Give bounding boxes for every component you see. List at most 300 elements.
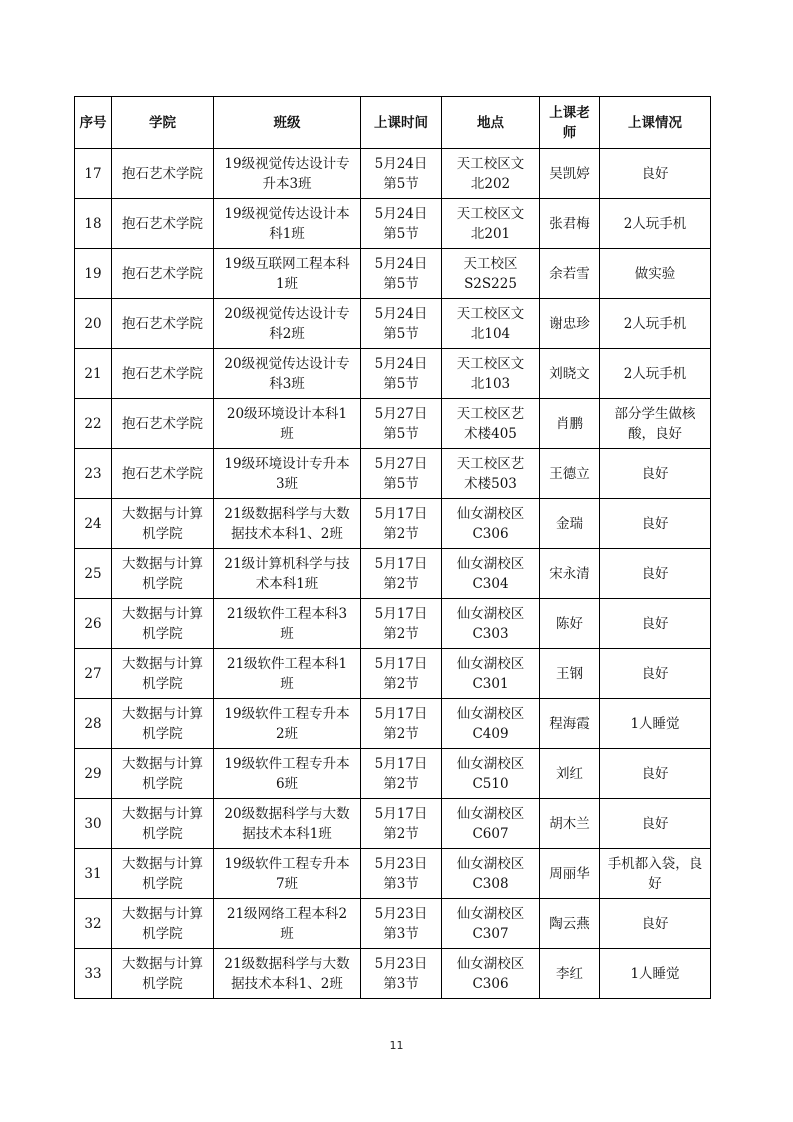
cell-text: 23	[84, 465, 102, 482]
cell-text: 良好	[641, 515, 669, 532]
cell-col-location	[442, 499, 540, 549]
cell-col-college	[112, 399, 214, 449]
cell-text: 第5节	[383, 175, 419, 192]
cell-col-time	[361, 949, 442, 999]
cell-col-index	[75, 699, 112, 749]
cell-text: 1班	[275, 275, 299, 292]
cell-text: 抱石艺术学院	[122, 165, 203, 182]
table-row	[75, 299, 711, 349]
cell-col-location	[442, 799, 540, 849]
cell-text: 5月24日	[374, 155, 428, 172]
table-body	[75, 149, 711, 999]
cell-col-teacher	[540, 699, 600, 749]
cell-text: 大数据与计算	[122, 855, 203, 872]
cell-col-status	[600, 849, 711, 899]
cell-text: 天工校区艺	[456, 405, 525, 422]
cell-col-class	[214, 899, 361, 949]
cell-text: 机学院	[142, 575, 183, 592]
table-row	[75, 349, 711, 399]
cell-text: 19级软件工程专升本	[224, 855, 350, 872]
cell-text: 5月17日	[374, 805, 428, 822]
header-text: 序	[79, 114, 93, 131]
cell-text: 5月17日	[374, 755, 428, 772]
cell-text: 大数据与计算	[122, 505, 203, 522]
cell-col-teacher	[540, 649, 600, 699]
cell-text: 良好	[641, 665, 669, 682]
table-row	[75, 799, 711, 849]
cell-text: 21级网络工程本科2	[226, 905, 348, 922]
cell-col-time	[361, 549, 442, 599]
cell-col-college	[112, 549, 214, 599]
cell-text: 仙女湖校区	[456, 905, 525, 922]
cell-text: 2人玩手机	[623, 215, 687, 232]
cell-text: 李红	[556, 965, 583, 982]
cell-col-time	[361, 699, 442, 749]
cell-text: 天工校区文	[456, 305, 525, 322]
cell-text: 北201	[470, 225, 511, 242]
class-inspection-table	[74, 96, 711, 999]
cell-text: C301	[472, 675, 509, 692]
cell-text: 27	[84, 665, 102, 682]
cell-col-index	[75, 549, 112, 599]
cell-text: 5月27日	[374, 405, 428, 422]
cell-text: 33	[84, 965, 102, 982]
cell-text: 19级软件工程专升本	[224, 755, 350, 772]
cell-col-teacher	[540, 299, 600, 349]
cell-text: 大数据与计算	[122, 555, 203, 572]
cell-text: 大数据与计算	[122, 655, 203, 672]
cell-text: 部分学生做核	[614, 405, 696, 422]
cell-text: 19级视觉传达设计专	[224, 155, 350, 172]
cell-text: 1人睡觉	[630, 965, 680, 982]
cell-text: 5月17日	[374, 705, 428, 722]
cell-col-location	[442, 349, 540, 399]
header-text: 号	[93, 114, 107, 131]
cell-col-time	[361, 249, 442, 299]
cell-col-index	[75, 249, 112, 299]
cell-text: 21级软件工程本科1	[226, 655, 348, 672]
cell-text: 据技术本科1班	[242, 825, 332, 842]
cell-text: 术本科1班	[255, 575, 319, 592]
cell-text: 20级数据科学与大数	[224, 805, 350, 822]
page-number: 11	[389, 1039, 404, 1052]
cell-text: C307	[472, 925, 509, 942]
header-text: 老师	[562, 104, 590, 141]
cell-col-time	[361, 399, 442, 449]
table-row	[75, 899, 711, 949]
header-text: 上课情况	[628, 114, 682, 131]
cell-text: 抱石艺术学院	[122, 465, 203, 482]
cell-text: 5月24日	[374, 355, 428, 372]
table-row	[75, 949, 711, 999]
header-col-teacher	[540, 97, 600, 149]
cell-text: 良好	[641, 615, 669, 632]
cell-text: 抱石艺术学院	[122, 365, 203, 382]
cell-col-college	[112, 899, 214, 949]
cell-text: C510	[472, 775, 509, 792]
cell-text: 32	[84, 915, 102, 932]
cell-text: C304	[472, 575, 509, 592]
cell-text: 6班	[275, 775, 299, 792]
cell-text: 5月17日	[374, 655, 428, 672]
header-col-time	[361, 97, 442, 149]
cell-text: 谢忠珍	[549, 315, 590, 332]
cell-col-index	[75, 149, 112, 199]
cell-text: 机学院	[142, 925, 183, 942]
cell-text: 程海霞	[549, 715, 590, 732]
table-row	[75, 549, 711, 599]
cell-text: 仙女湖校区	[456, 605, 525, 622]
cell-text: 21级软件工程本科3	[226, 605, 348, 622]
cell-col-class	[214, 849, 361, 899]
cell-col-teacher	[540, 549, 600, 599]
cell-text: 3班	[275, 475, 299, 492]
cell-text: 第5节	[383, 425, 419, 442]
cell-text: 仙女湖校区	[456, 805, 525, 822]
cell-text: 余若雪	[549, 265, 590, 282]
cell-text: 2人玩手机	[623, 315, 687, 332]
cell-text: 25	[84, 565, 102, 582]
cell-text: 28	[84, 715, 102, 732]
cell-text: 第5节	[383, 325, 419, 342]
cell-text: 大数据与计算	[122, 605, 203, 622]
cell-text: 大数据与计算	[122, 955, 203, 972]
cell-col-teacher	[540, 849, 600, 899]
table-row	[75, 449, 711, 499]
cell-col-time	[361, 199, 442, 249]
cell-text: 第3节	[383, 925, 419, 942]
cell-text: 机学院	[142, 975, 183, 992]
cell-text: 机学院	[142, 725, 183, 742]
cell-col-class	[214, 399, 361, 449]
cell-text: 据技术本科1、2班	[231, 975, 343, 992]
cell-col-class	[214, 649, 361, 699]
cell-col-college	[112, 949, 214, 999]
cell-text: 24	[84, 515, 102, 532]
cell-col-teacher	[540, 799, 600, 849]
cell-text: 酸，良好	[628, 425, 682, 442]
cell-text: 北104	[470, 325, 511, 342]
cell-col-status	[600, 599, 711, 649]
cell-text: 肖鹏	[556, 415, 583, 432]
cell-col-location	[442, 399, 540, 449]
cell-col-time	[361, 849, 442, 899]
cell-text: 北202	[470, 175, 511, 192]
cell-col-college	[112, 249, 214, 299]
cell-text: 第2节	[383, 825, 419, 842]
cell-text: 18	[84, 215, 102, 232]
cell-text: 良好	[641, 915, 669, 932]
table-row	[75, 149, 711, 199]
cell-col-time	[361, 749, 442, 799]
cell-text: 第3节	[383, 975, 419, 992]
cell-col-index	[75, 199, 112, 249]
cell-col-college	[112, 649, 214, 699]
cell-col-status	[600, 699, 711, 749]
cell-text: 2人玩手机	[623, 365, 687, 382]
header-col-status	[600, 97, 711, 149]
cell-text: 陈好	[556, 615, 583, 632]
table-row	[75, 199, 711, 249]
cell-col-time	[361, 349, 442, 399]
cell-col-location	[442, 699, 540, 749]
cell-text: 机学院	[142, 525, 183, 542]
cell-text: 19级软件工程专升本	[224, 705, 350, 722]
cell-col-time	[361, 649, 442, 699]
cell-col-teacher	[540, 399, 600, 449]
cell-text: 第5节	[383, 275, 419, 292]
cell-col-class	[214, 549, 361, 599]
cell-text: 5月17日	[374, 605, 428, 622]
cell-text: 仙女湖校区	[456, 855, 525, 872]
cell-col-college	[112, 299, 214, 349]
cell-text: 仙女湖校区	[456, 555, 525, 572]
cell-text: 第2节	[383, 775, 419, 792]
header-text: 学院	[149, 114, 176, 131]
cell-text: 班	[280, 625, 294, 642]
cell-col-location	[442, 599, 540, 649]
cell-text: 5月24日	[374, 205, 428, 222]
cell-col-teacher	[540, 449, 600, 499]
cell-text: 29	[84, 765, 102, 782]
cell-text: 良好	[641, 165, 669, 182]
cell-text: 30	[84, 815, 102, 832]
cell-text: 仙女湖校区	[456, 705, 525, 722]
cell-col-college	[112, 799, 214, 849]
cell-col-time	[361, 149, 442, 199]
cell-col-index	[75, 849, 112, 899]
cell-text: 机学院	[142, 625, 183, 642]
cell-text: 抱石艺术学院	[122, 315, 203, 332]
cell-col-class	[214, 599, 361, 649]
table-row	[75, 599, 711, 649]
cell-col-class	[214, 199, 361, 249]
cell-text: 第2节	[383, 675, 419, 692]
cell-col-class	[214, 149, 361, 199]
cell-text: C607	[472, 825, 509, 842]
cell-col-status	[600, 899, 711, 949]
cell-col-time	[361, 449, 442, 499]
cell-text: 第5节	[383, 475, 419, 492]
cell-text: 第5节	[383, 375, 419, 392]
cell-text: 机学院	[142, 825, 183, 842]
cell-text: 刘晓文	[549, 365, 590, 382]
cell-col-status	[600, 149, 711, 199]
cell-col-index	[75, 299, 112, 349]
cell-text: 第2节	[383, 525, 419, 542]
cell-col-location	[442, 899, 540, 949]
cell-text: 仙女湖校区	[456, 755, 525, 772]
cell-col-time	[361, 899, 442, 949]
cell-col-location	[442, 449, 540, 499]
header-text: 地点	[477, 114, 504, 131]
cell-text: 5月24日	[374, 305, 428, 322]
cell-col-index	[75, 449, 112, 499]
cell-col-index	[75, 649, 112, 699]
cell-text: 班	[280, 925, 294, 942]
cell-col-index	[75, 399, 112, 449]
cell-col-time	[361, 799, 442, 849]
cell-text: 7班	[275, 875, 299, 892]
cell-text: 26	[84, 615, 102, 632]
cell-text: 抱石艺术学院	[122, 215, 203, 232]
cell-text: 20级视觉传达设计专	[224, 355, 350, 372]
cell-col-teacher	[540, 499, 600, 549]
cell-col-location	[442, 849, 540, 899]
cell-text: 天工校区文	[456, 205, 525, 222]
cell-text: 5月23日	[374, 905, 428, 922]
header-col-index	[75, 97, 112, 149]
cell-col-teacher	[540, 199, 600, 249]
cell-text: 17	[84, 165, 102, 182]
cell-text: 张君梅	[549, 215, 590, 232]
cell-text: 第2节	[383, 575, 419, 592]
cell-col-class	[214, 799, 361, 849]
cell-col-college	[112, 349, 214, 399]
header-text: 班级	[273, 114, 301, 131]
cell-col-college	[112, 599, 214, 649]
cell-text: 22	[84, 415, 102, 432]
cell-text: 5月24日	[374, 255, 428, 272]
cell-text: 21	[84, 365, 102, 382]
cell-text: 5月17日	[374, 555, 428, 572]
cell-text: 班	[280, 675, 294, 692]
cell-text: 科3班	[269, 375, 305, 392]
cell-text: C306	[472, 525, 509, 542]
cell-text: 陶云燕	[549, 915, 590, 932]
cell-col-college	[112, 749, 214, 799]
cell-col-location	[442, 149, 540, 199]
cell-col-class	[214, 949, 361, 999]
table-row	[75, 749, 711, 799]
cell-text: 大数据与计算	[122, 805, 203, 822]
cell-text: S2S225	[464, 275, 517, 292]
cell-text: 据技术本科1、2班	[231, 525, 343, 542]
cell-text: 第5节	[383, 225, 419, 242]
cell-col-college	[112, 499, 214, 549]
cell-col-class	[214, 299, 361, 349]
cell-col-index	[75, 749, 112, 799]
cell-text: C303	[472, 625, 509, 642]
cell-text: 19级互联网工程本科	[224, 255, 350, 272]
cell-text: 机学院	[142, 675, 183, 692]
cell-text: 5月23日	[374, 855, 428, 872]
cell-col-status	[600, 199, 711, 249]
cell-col-class	[214, 249, 361, 299]
cell-text: 仙女湖校区	[456, 505, 525, 522]
cell-text: 19级环境设计专升本	[224, 455, 350, 472]
cell-col-index	[75, 949, 112, 999]
cell-text: 科1班	[269, 225, 305, 242]
cell-text: 5月17日	[374, 505, 428, 522]
cell-col-teacher	[540, 599, 600, 649]
cell-text: 金瑞	[556, 515, 583, 532]
cell-col-location	[442, 749, 540, 799]
cell-col-college	[112, 699, 214, 749]
cell-text: 宋永清	[549, 565, 590, 582]
cell-text: 大数据与计算	[122, 705, 203, 722]
table-row	[75, 249, 711, 299]
cell-col-location	[442, 549, 540, 599]
cell-text: C308	[472, 875, 509, 892]
cell-col-time	[361, 599, 442, 649]
table-row	[75, 499, 711, 549]
cell-col-class	[214, 449, 361, 499]
cell-text: 20级环境设计本科1	[226, 405, 348, 422]
cell-col-time	[361, 299, 442, 349]
cell-col-location	[442, 249, 540, 299]
cell-col-index	[75, 599, 112, 649]
table-row	[75, 699, 711, 749]
cell-col-teacher	[540, 749, 600, 799]
cell-col-status	[600, 299, 711, 349]
cell-col-teacher	[540, 149, 600, 199]
cell-text: 天工校区	[463, 255, 518, 272]
cell-col-status	[600, 349, 711, 399]
cell-col-status	[600, 499, 711, 549]
header-col-location	[442, 97, 540, 149]
cell-col-status	[600, 449, 711, 499]
cell-col-status	[600, 799, 711, 849]
cell-col-index	[75, 899, 112, 949]
cell-col-class	[214, 499, 361, 549]
cell-text: 1人睡觉	[630, 715, 680, 732]
cell-col-college	[112, 149, 214, 199]
cell-text: 天工校区艺	[456, 455, 525, 472]
cell-col-teacher	[540, 349, 600, 399]
header-col-class	[214, 97, 361, 149]
cell-text: 做实验	[634, 265, 676, 282]
cell-text: 术楼503	[464, 475, 517, 492]
table-row	[75, 849, 711, 899]
cell-text: 19级视觉传达设计本	[224, 205, 350, 222]
cell-text: 大数据与计算	[122, 755, 203, 772]
cell-col-location	[442, 199, 540, 249]
table-header-row	[75, 97, 711, 149]
cell-text: 王德立	[549, 465, 590, 482]
cell-text: 天工校区文	[456, 155, 525, 172]
cell-col-location	[442, 949, 540, 999]
cell-col-status	[600, 399, 711, 449]
cell-col-status	[600, 649, 711, 699]
cell-text: 21级数据科学与大数	[224, 955, 350, 972]
cell-col-status	[600, 249, 711, 299]
cell-col-college	[112, 849, 214, 899]
cell-col-status	[600, 749, 711, 799]
cell-text: 手机都入袋，良	[607, 855, 703, 872]
cell-text: 良好	[641, 565, 669, 582]
cell-text: 科2班	[269, 325, 305, 342]
cell-text: 21级计算机科学与技	[224, 555, 350, 572]
cell-text: 吴凯婷	[549, 165, 590, 182]
header-text: 上课	[549, 104, 577, 121]
cell-text: 班	[280, 425, 294, 442]
cell-col-index	[75, 499, 112, 549]
cell-text: 第3节	[383, 875, 419, 892]
cell-col-class	[214, 749, 361, 799]
cell-text: 第2节	[383, 625, 419, 642]
cell-text: 机学院	[142, 875, 183, 892]
cell-col-teacher	[540, 949, 600, 999]
cell-text: 机学院	[142, 775, 183, 792]
cell-text: C409	[472, 725, 509, 742]
cell-text: 北103	[470, 375, 511, 392]
cell-text: 王钢	[556, 665, 583, 682]
cell-text: 术楼405	[464, 425, 517, 442]
cell-col-teacher	[540, 249, 600, 299]
cell-text: 抱石艺术学院	[122, 415, 203, 432]
cell-text: 20级视觉传达设计专	[224, 305, 350, 322]
